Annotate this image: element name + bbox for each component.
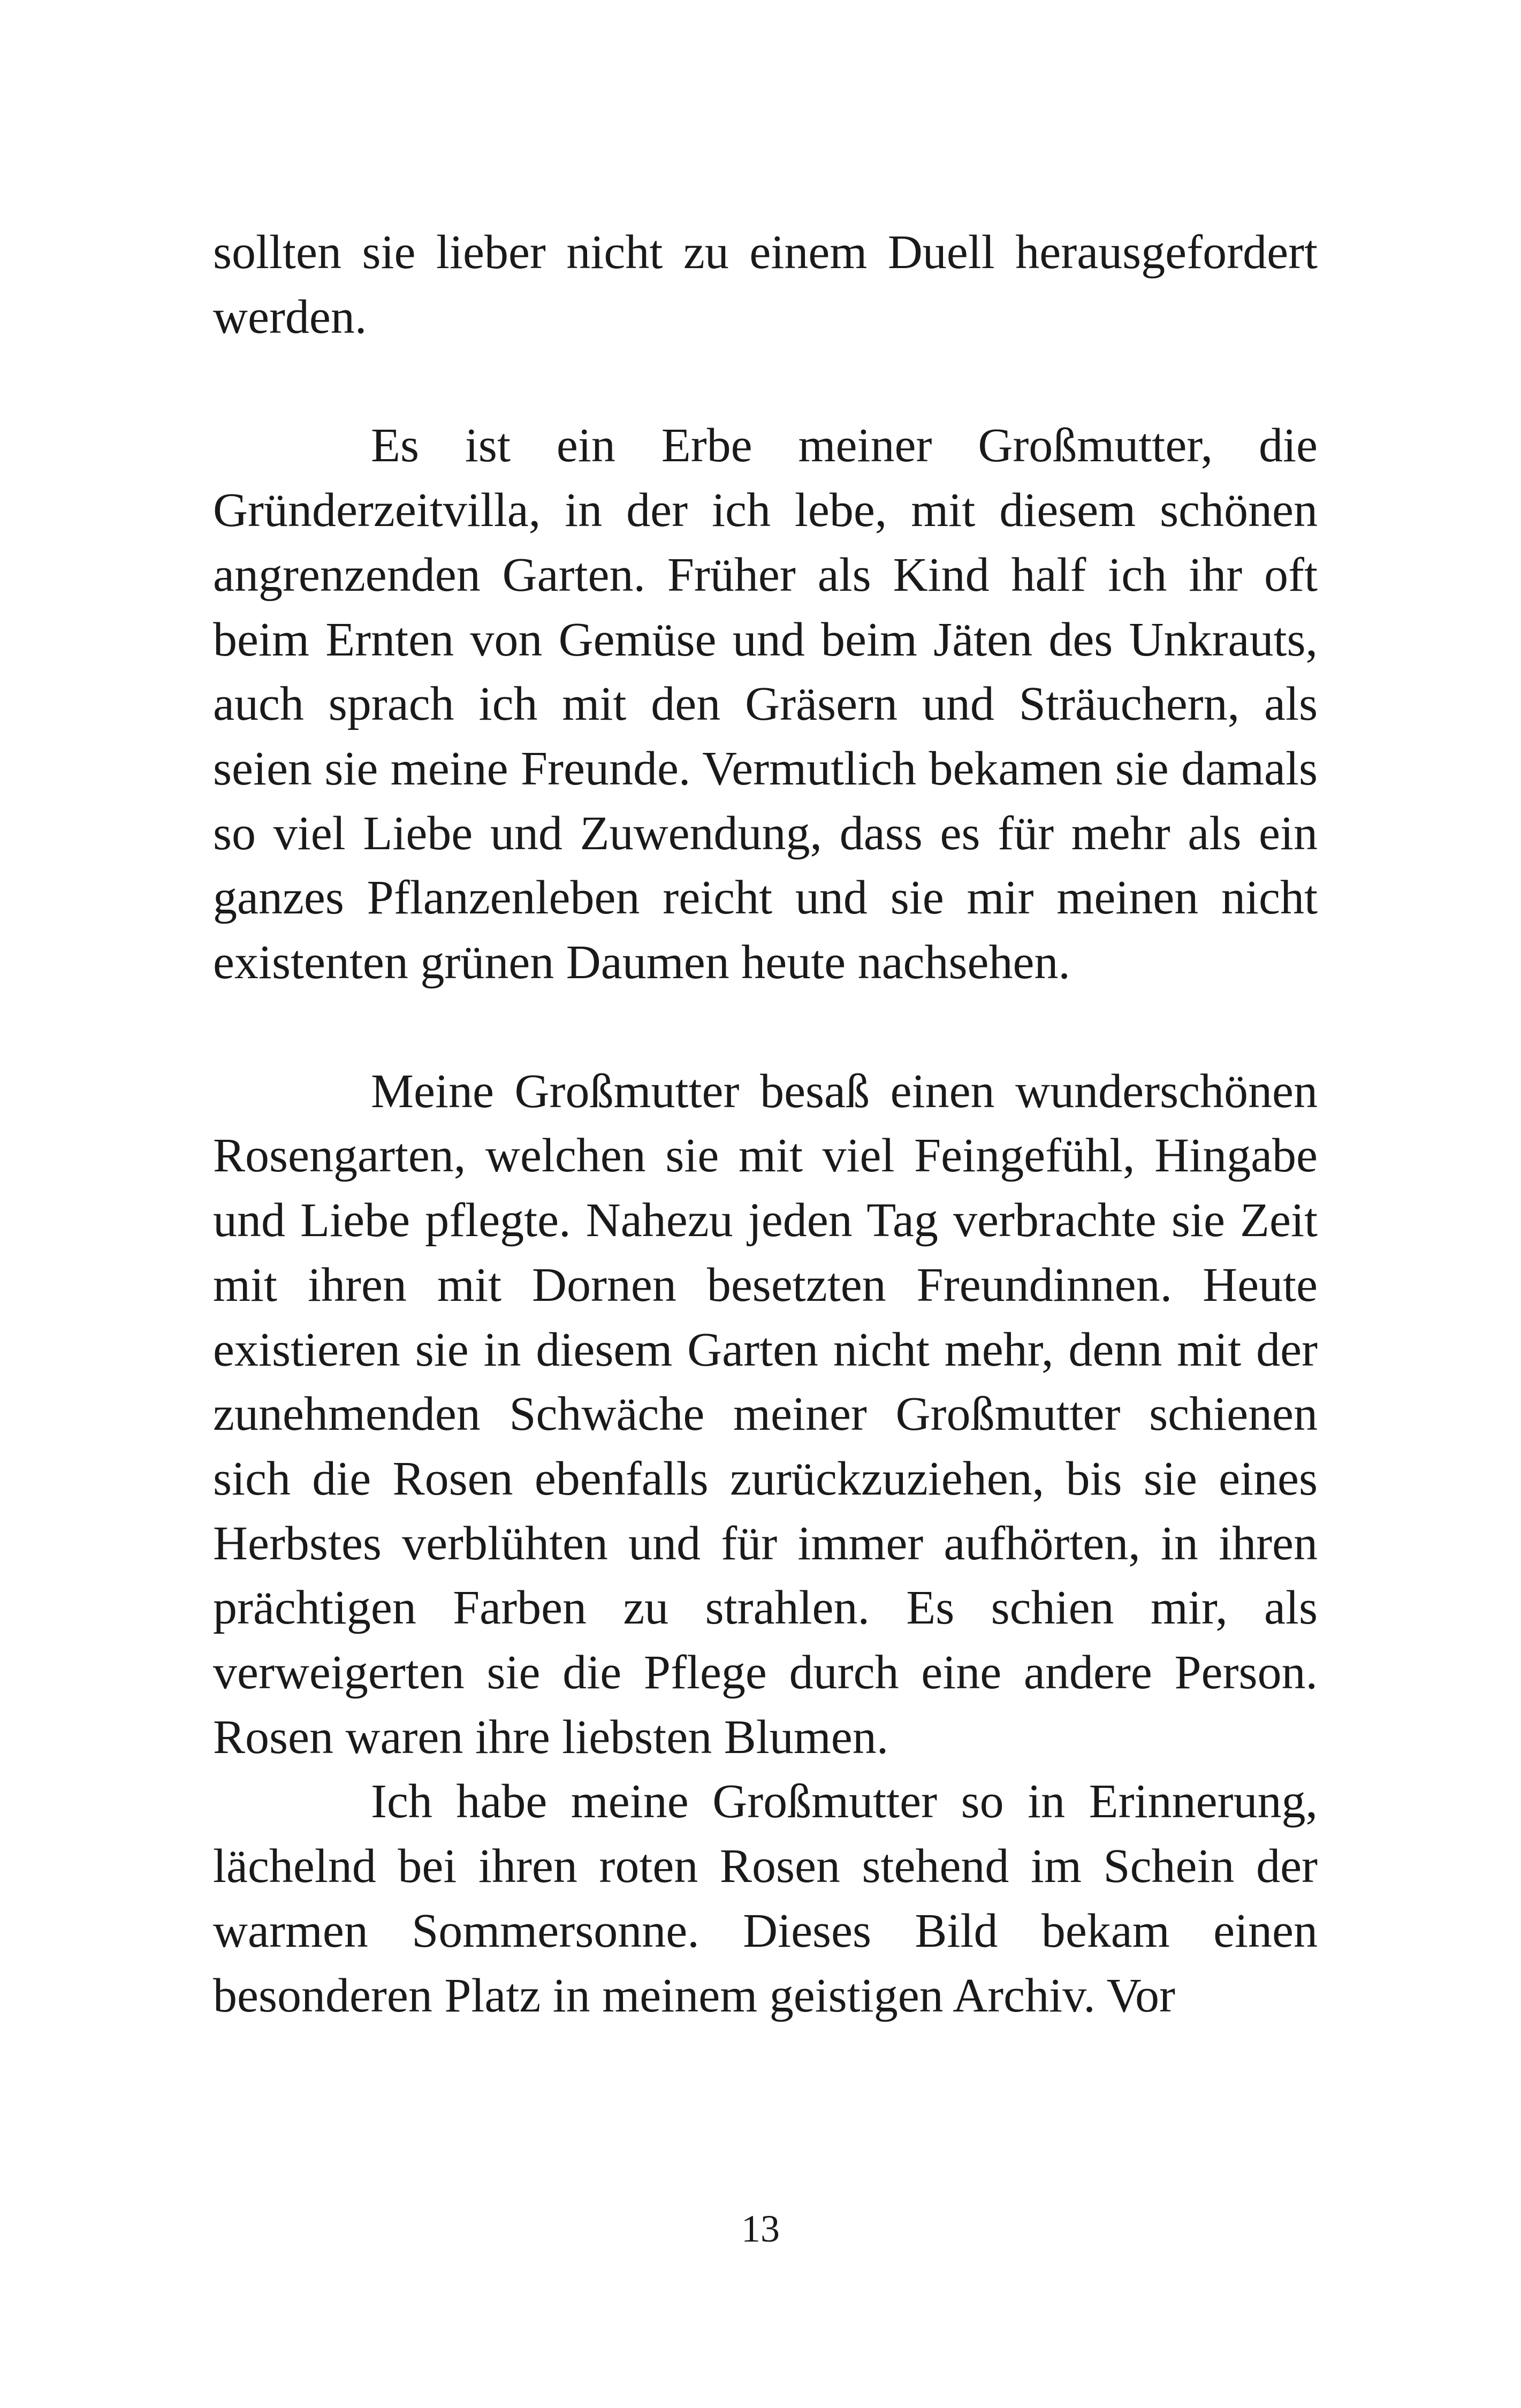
paragraph-1: sollten sie lieber nicht zu einem Duell herausgefordert werden.: [213, 226, 1318, 344]
body-text: [213, 220, 1318, 2028]
page-number: 13: [741, 2207, 780, 2250]
paragraph-4: Ich habe meine Großmutter so in Erinnerung, lächelnd bei ihren roten Rosen stehend im Schein der warmen Sommersonne. Dieses Bild bekam einen besonderen Platz in meinem geistigen Archiv. Vor: [213, 1775, 1318, 2022]
paragraph-3: Meine Großmutter besaß einen wunderschönen Rosengarten, welchen sie mit viel Feingefühl, Hingabe und Liebe pflegte. Nahezu jeden Tag verbrachte sie Zeit mit ihren mit Dornen besetzten Freundinnen. Heute existieren sie in diesem Garten nicht mehr, denn mit der zunehmenden Schwäche meiner Großmutter schienen sich die Rosen ebenfalls zurückzuziehen, bis sie eines Herbstes verblühten und für immer aufhörten, in ihren prächtigen Farben zu strahlen. Es schien mir, als verweigerten sie die Pflege durch eine andere Person. Rosen waren ihre liebsten Blumen.: [213, 1064, 1318, 1764]
paragraph-2: Es ist ein Erbe meiner Großmutter, die Gründerzeitvilla, in der ich lebe, mit diesem schönen angrenzenden Garten. Früher als Kind half ich ihr oft beim Ernten von Gemüse und beim Jäten des Unkrauts, auch sprach ich mit den Gräsern und Sträuchern, als seien sie meine Freunde. Vermutlich bekamen sie damals so viel Liebe und Zuwendung, dass es für mehr als ein ganzes Pflanzenleben reicht und sie mir meinen nicht existenten grünen Daumen heute nachsehen.: [213, 419, 1318, 989]
